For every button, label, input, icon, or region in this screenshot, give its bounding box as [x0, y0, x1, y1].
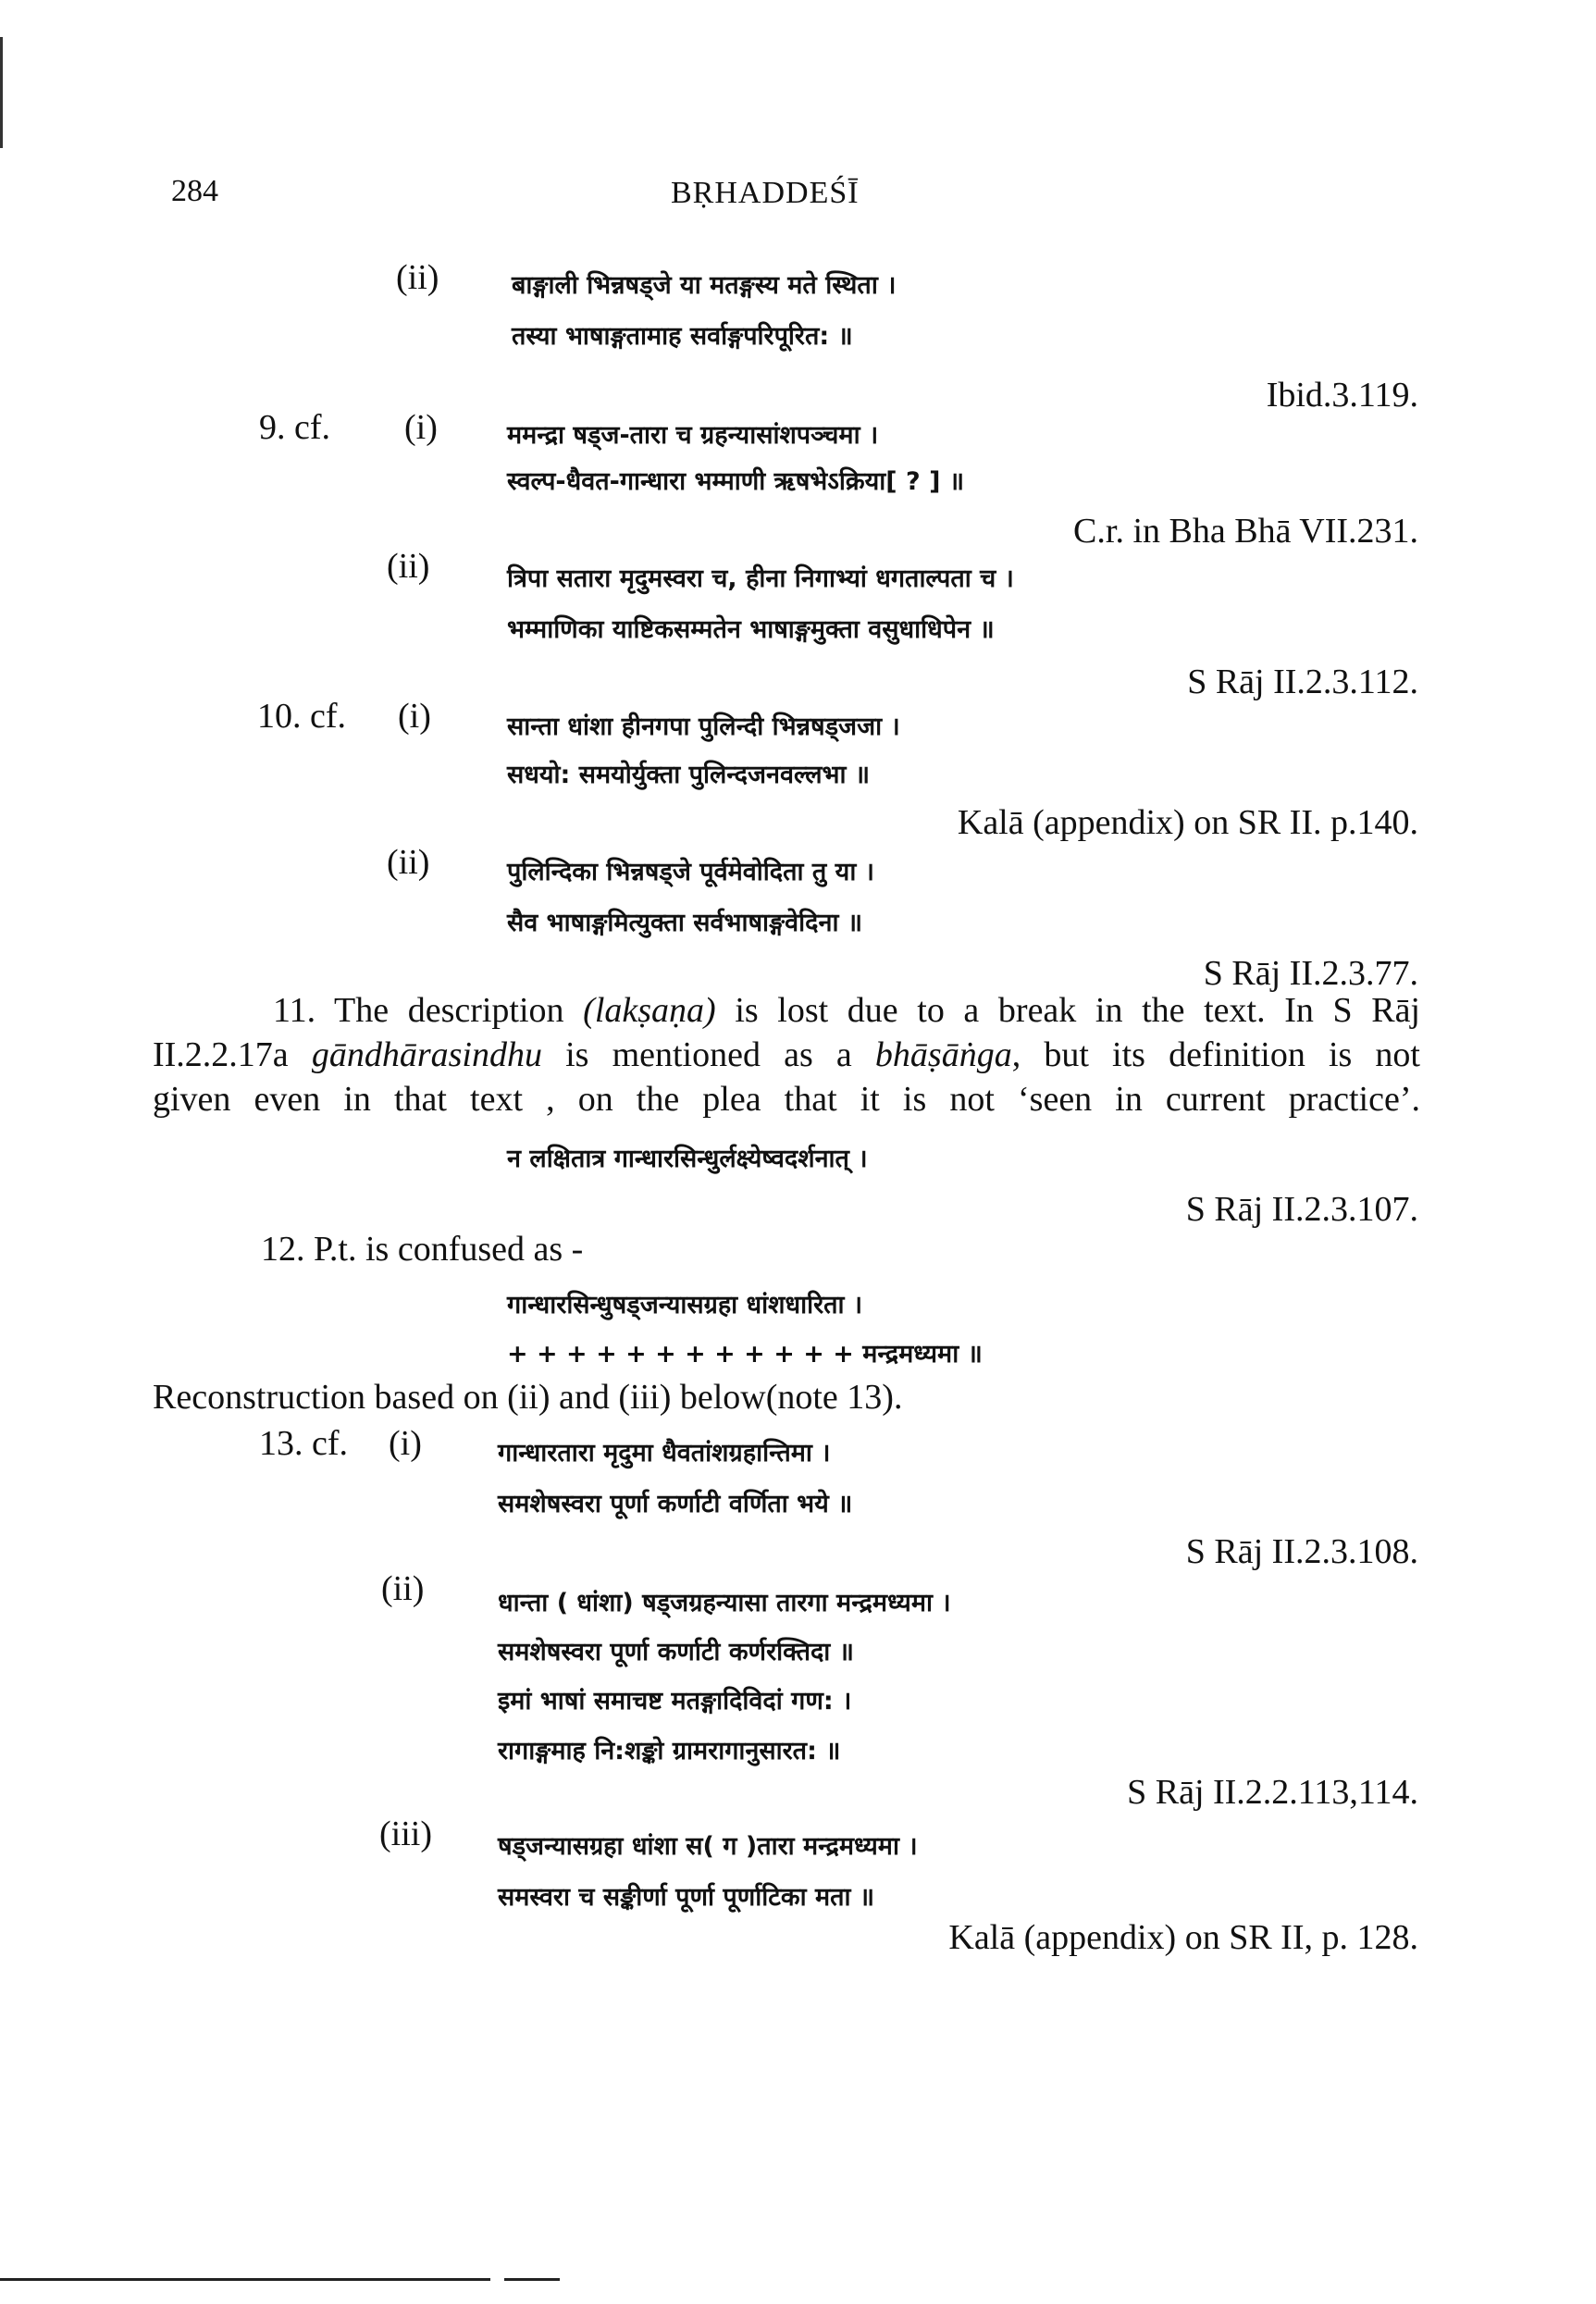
note9-i-source: C.r. in Bha Bhā VII.231.: [1073, 512, 1418, 551]
scan-bottom-rule-dash: [504, 2278, 560, 2281]
note9-i-label: (i): [404, 408, 438, 447]
note9-label: 9. cf.: [259, 408, 331, 447]
note10-i-line2: सधयो: समयोर्युक्ता पुलिन्दजनवल्लभा ॥: [507, 761, 871, 789]
note13-ii-line4: रागाङ्गमाह नि:शङ्को ग्रामरागानुसारत: ॥: [498, 1737, 841, 1765]
note12-reconstruction: Reconstruction based on (ii) and (iii) below(note 13).: [153, 1378, 903, 1417]
note8-ii-source: Ibid.3.119.: [1266, 376, 1418, 415]
note13-i-label: (i): [389, 1424, 422, 1463]
note13-i-line1: गान्धारतारा मृदुमा धैवतांशग्रहान्तिमा ।: [498, 1439, 831, 1468]
note8-ii-line2: तस्या भाषाङ्गतामाह सर्वाङ्गपरिपूरित: ॥: [512, 322, 853, 351]
note13-iii-source: Kalā (appendix) on SR II, p. 128.: [948, 1918, 1418, 1957]
note9-ii-line1: त्रिपा सतारा मृदुमस्वरा च, हीना निगाभ्यां धगताल्पता च ।: [507, 564, 1014, 593]
note12-dev2: + + + + + + + + + + + + मन्द्रमध्यमा ॥: [507, 1340, 983, 1369]
note9-ii-label: (ii): [387, 547, 430, 586]
note10-i-label: (i): [398, 697, 431, 736]
note13-i-source: S Rāj II.2.3.108.: [1185, 1532, 1418, 1571]
note13-i-line2: समशेषस्वरा पूर्णा कर्णाटी वर्णिता भये ॥: [498, 1490, 853, 1518]
note9-i-line2: स्वल्प-धैवत-गान्धारा भम्माणी ऋषभेऽक्रिया[ ? ] ॥: [507, 467, 964, 496]
note13-ii-source: S Rāj II.2.2.113,114.: [1127, 1773, 1418, 1812]
note10-ii-label: (ii): [387, 843, 430, 882]
note11-paragraph: [153, 988, 1420, 1121]
note11-line1: 11. The description (lakṣaṇa) is lost due to a break in the text. In S Rāj: [273, 991, 1420, 1030]
note10-ii-line2: सैव भाषाङ्गमित्युक्ता सर्वभाषाङ्गवेदिना ॥: [507, 909, 863, 937]
note10-i-line1: सान्ता धांशा हीनगपा पुलिन्दी भिन्नषड्जजा ।: [507, 712, 900, 741]
note11-quote: न लक्षितात्र गान्धारसिन्धुर्लक्ष्येष्वदर्शनात् ।: [507, 1145, 868, 1173]
scan-edge-mark: [0, 37, 12, 148]
note13-label: 13. cf.: [259, 1424, 349, 1463]
running-title: BṚHADDEŚĪ: [671, 176, 860, 210]
note9-ii-line2: भम्माणिका याष्टिकसम्मतेन भाषाङ्गमुक्ता वसुधाधिपेन ॥: [507, 615, 995, 644]
note9-i-line1: ममन्द्रा षड्ज-तारा च ग्रहन्यासांशपञ्चमा ।: [507, 421, 879, 450]
note12-line1: 12. P.t. is confused as -: [261, 1230, 584, 1269]
note13-iii-line1: षड्जन्यासग्रहा धांशा स( ग )तारा मन्द्रमध्यमा ।: [498, 1832, 918, 1861]
note13-ii-line1: धान्ता ( धांशा) षड्जग्रहन्यासा तारगा मन्द्रमध्यमा ।: [498, 1589, 951, 1617]
note9-ii-source: S Rāj II.2.3.112.: [1187, 663, 1418, 701]
note13-iii-line2: समस्वरा च सङ्कीर्णा पूर्णा पूर्णाटिका मता ॥: [498, 1883, 875, 1912]
note8-ii-label: (ii): [396, 258, 439, 297]
note12-dev1: गान्धारसिन्धुषड्जन्यासग्रहा धांशधारिता ।: [507, 1291, 863, 1319]
note11-source: S Rāj II.2.3.107.: [1185, 1190, 1418, 1229]
note11-line2: II.2.2.17a gāndhārasindhu is mentioned as a bhāṣāṅga, but its definition is not: [153, 1035, 1420, 1074]
note10-label: 10. cf.: [257, 697, 347, 736]
note10-ii-source: S Rāj II.2.3.77.: [1203, 954, 1418, 993]
note13-ii-label: (ii): [381, 1569, 425, 1608]
note13-ii-line2: समशेषस्वरा पूर्णा कर्णाटी कर्णरक्तिदा ॥: [498, 1638, 854, 1666]
note13-iii-label: (iii): [379, 1815, 432, 1853]
page-number: 284: [171, 174, 218, 208]
note11-line3: given even in that text , on the plea that it is not ‘seen in current practice’.: [153, 1080, 1420, 1119]
scan-bottom-rule: [0, 2278, 490, 2281]
note13-ii-line3: इमां भाषां समाचष्ट मतङ्गादिविदां गण: ।: [498, 1687, 852, 1716]
note10-i-source: Kalā (appendix) on SR II. p.140.: [957, 803, 1418, 842]
note10-ii-line1: पुलिन्दिका भिन्नषड्जे पूर्वमेवोदिता तु या ।: [507, 858, 874, 886]
note8-ii-line1: बाङ्गाली भिन्नषड्जे या मतङ्गस्य मते स्थिता ।: [512, 271, 897, 300]
